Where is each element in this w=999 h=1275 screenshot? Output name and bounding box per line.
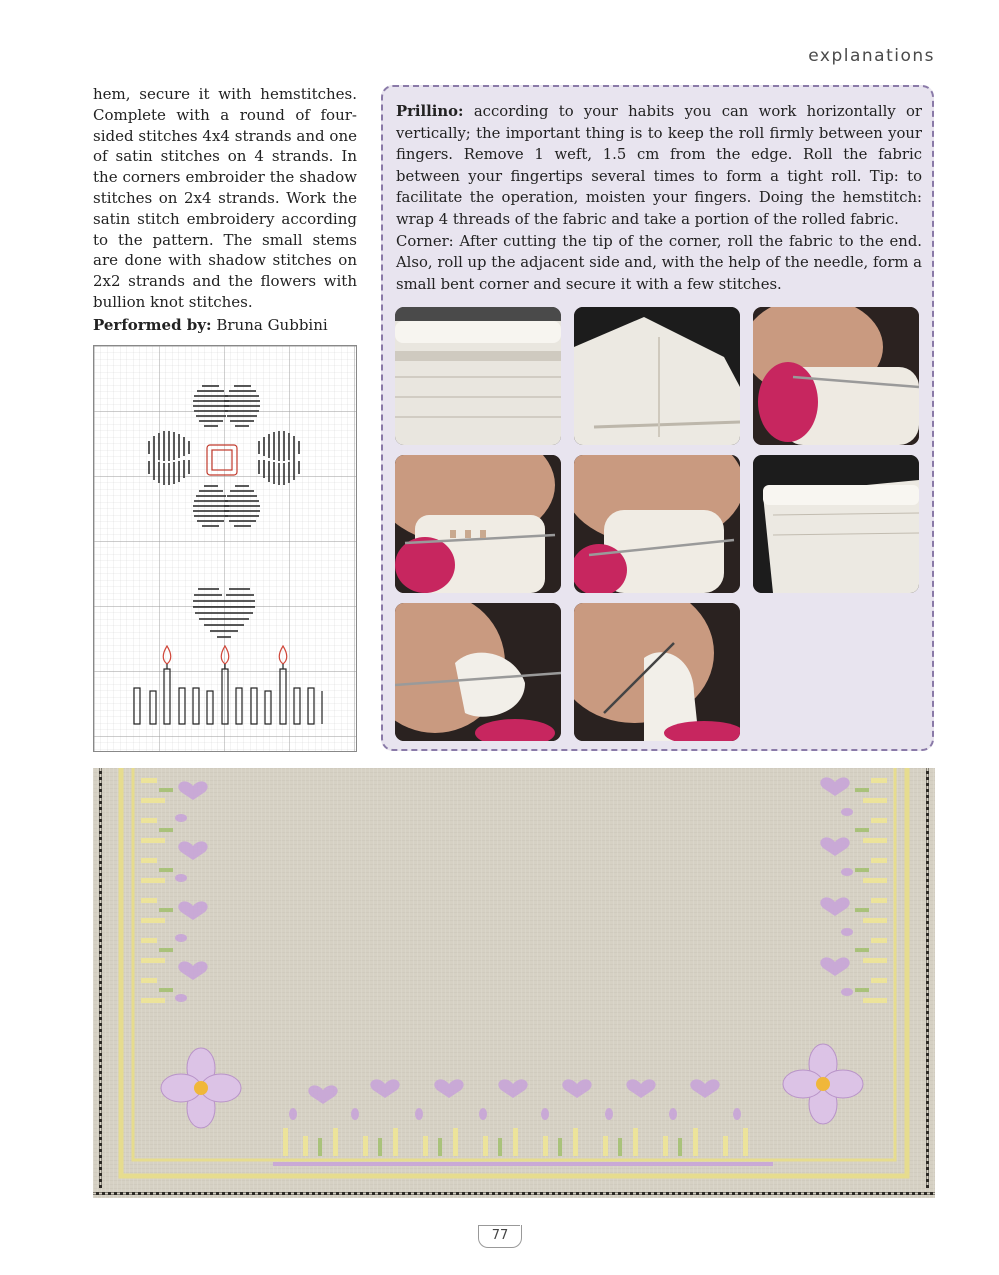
page-number: 77: [478, 1225, 522, 1248]
body-paragraph: hem, secure it with hemstitches. Complete with a round of four-sided stitches 4x4 strands and one of satin stitches on 4 strands. In the corners embroider the shadow stitches on 2x4 strands. Work the satin stitch embroidery according to the pattern. The small stems are done with shadow stitches on 2x2 strands and the flowers with bullion knot stitches.: [93, 85, 357, 311]
step-photo-2: [574, 307, 740, 445]
pattern-grid: [94, 346, 356, 751]
hemstitch-progress-photo: [395, 455, 561, 593]
credit-name: Bruna Gubbini: [216, 315, 328, 334]
step-photo-3: [753, 307, 919, 445]
finished-embroidery-photo: [93, 768, 935, 1198]
left-column: [93, 84, 357, 336]
instructions-box: [381, 85, 934, 751]
corner-paragraph: Corner: After cutting the tip of the corner, roll the fabric to the end. Also, roll up the adjacent side and, with the help of the needle, form a small bent corner and secure it with a few stitches.: [396, 232, 922, 293]
embroidery-pattern-chart: [93, 345, 357, 752]
rolled-hem-photo: [395, 307, 561, 445]
prillino-label: Prillino:: [396, 103, 464, 120]
needle-roll-photo: [753, 307, 919, 445]
step-photo-7: [395, 603, 561, 741]
corner-secured-photo: [574, 603, 740, 741]
step-photo-4: [395, 455, 561, 593]
instructions-text: [396, 101, 922, 295]
hemstitch-needle-photo: [574, 455, 740, 593]
step-photo-1: [395, 307, 561, 445]
section-title: explanations: [808, 46, 935, 66]
folded-corner-photo: [574, 307, 740, 445]
corner-roll-photo: [395, 603, 561, 741]
step-photo-5: [574, 455, 740, 593]
finished-corner-photo: [753, 455, 919, 593]
step-photo-6: [753, 455, 919, 593]
credit-line: [93, 315, 357, 336]
embroidered-linen: [93, 768, 935, 1198]
prillino-text: according to your habits you can work horizontally or vertically; the important thing is to keep the roll firmly between your fingers. Remove 1 weft, 1.5 cm from the edge. Roll the fabric between your fingertips several times to form a tight roll. Tip: to facilitate the operation, moisten your fingers. Doing the hemstitch: wrap 4 threads of the fabric and take a portion of the rolled fabric.: [396, 103, 922, 228]
prillino-paragraph: [396, 101, 922, 231]
credit-label: Performed by:: [93, 315, 212, 334]
step-photo-8: [574, 603, 740, 741]
